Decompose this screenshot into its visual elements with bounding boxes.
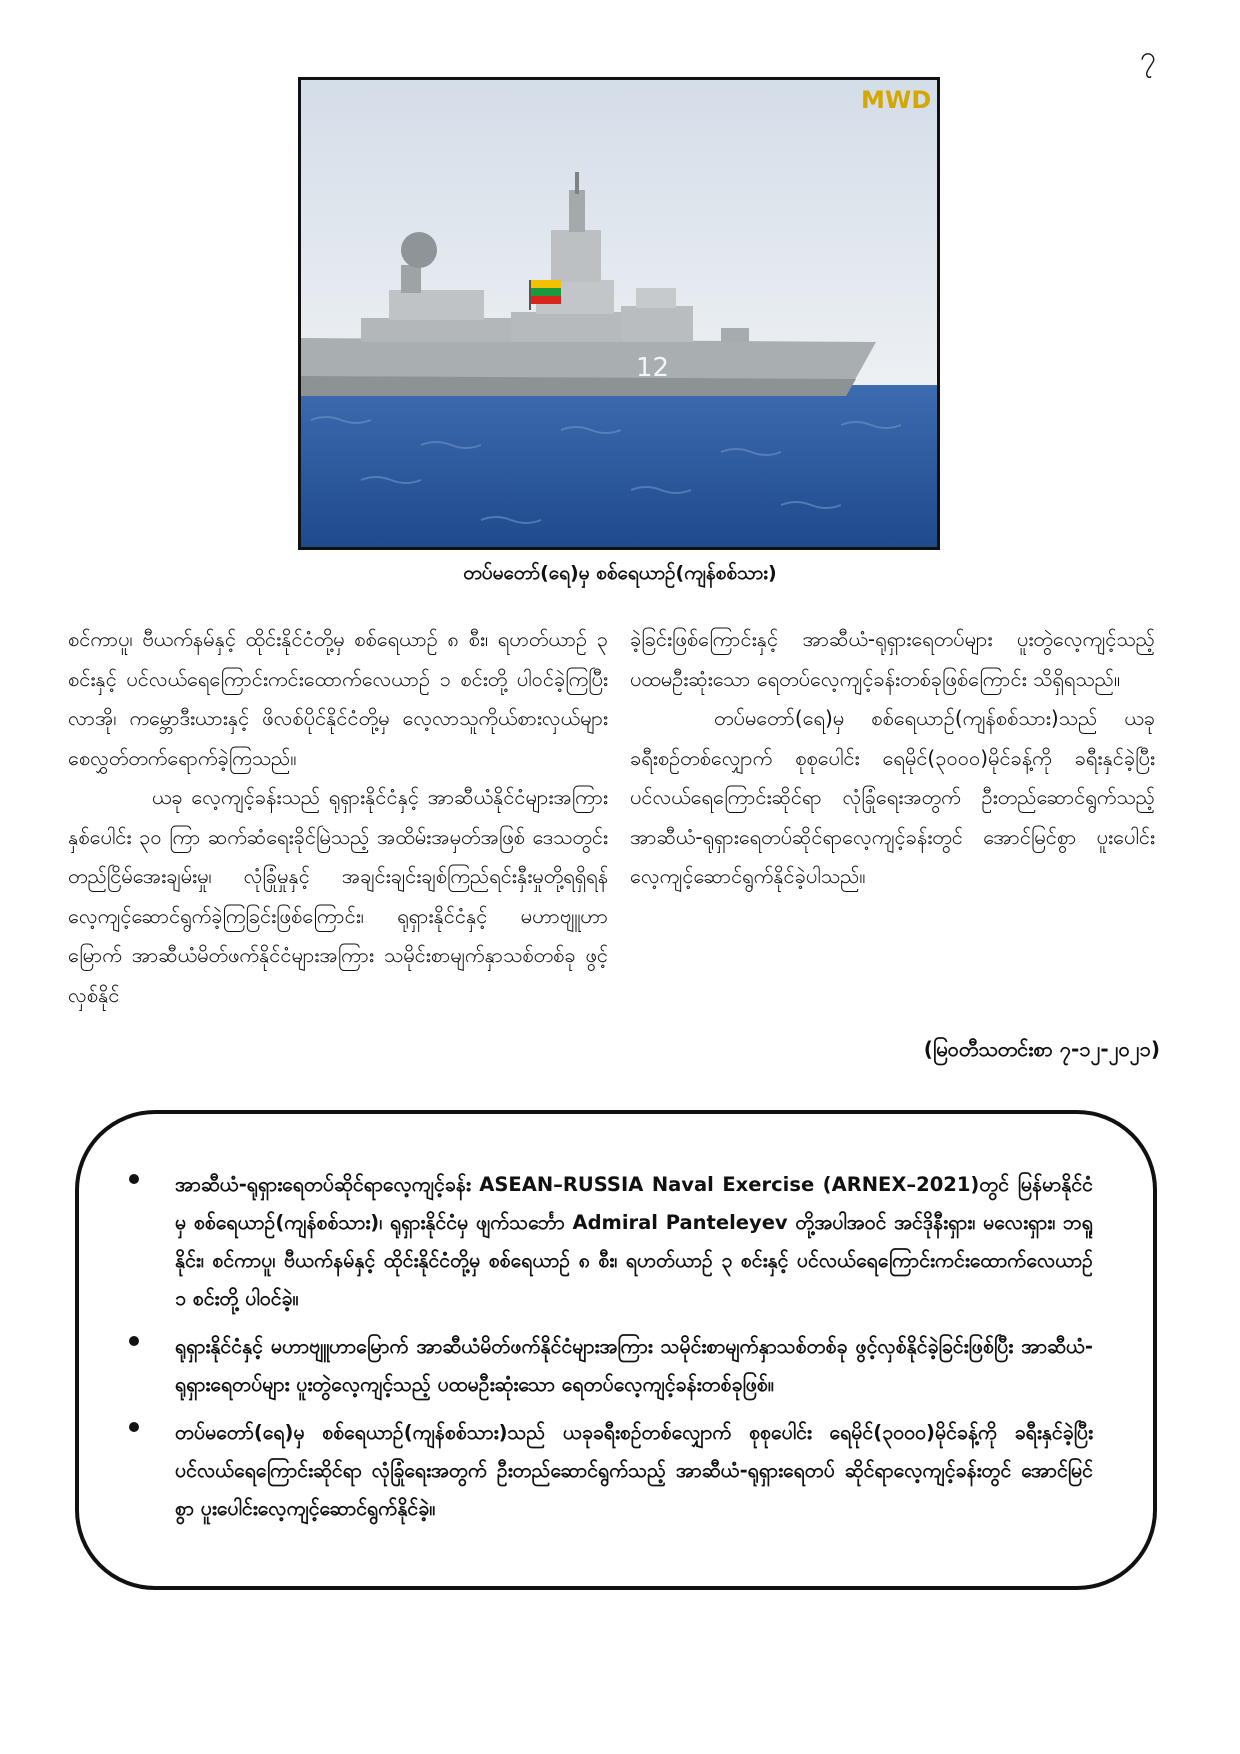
summary-list bbox=[129, 1166, 1093, 1528]
right-paragraph-2: တပ်မတော်(ရေ)မှ စစ်ရေယာဉ်(ကျန်စစ်သား)သည် ယခုခရီးစဉ်တစ်လျှောက် စုစုပေါင်း ရေမိုင်(၃၀၀၀)မိုင်ခန့်ကို ခရီးနှင်ခဲ့ပြီး ပင်လယ်ရေကြောင်းဆိုင်ရာ လုံခြုံရေးအတွက် ဦးတည်ဆောင်ရွက်သည့် အာဆီယံ-ရုရှားရေတပ်ဆိုင်ရာလေ့ကျင့်ခန်းတွင် အောင်မြင်စွာ ပူးပေါင်းလေ့ကျင့်ဆောင်ရွက်နိုင်ခဲ့ပါသည်။ bbox=[630, 706, 1155, 888]
left-column bbox=[68, 620, 608, 1015]
hull-number: 12 bbox=[636, 353, 670, 383]
page-number: ၇ bbox=[1140, 40, 1156, 73]
right-paragraph-1: ခဲ့ခြင်းဖြစ်ကြောင်းနှင့် အာဆီယံ-ရုရှားရေတပ်များ ပူးတွဲလေ့ကျင့်သည့် ပထမဦးဆုံးသော ရေတပ်လေ့ကျင့်ခန်းတစ်ခုဖြစ်ကြောင်း သိရှိရသည်။ bbox=[630, 627, 1155, 691]
left-paragraph-1: စင်ကာပူ၊ ဗီယက်နမ်နှင့် ထိုင်းနိုင်ငံတို့မှ စစ်ရေယာဉ် ၈ စီး၊ ရဟတ်ယာဉ် ၃ စင်းနှင့် ပင်လယ်ရေကြောင်းကင်းထောက်လေယာဉ် ၁ စင်းတို့ ပါဝင်ခဲ့ကြပြီး လာအို၊ ကမ္ဘောဒီးယားနှင့် ဖိလစ်ပိုင်နိုင်ငံတို့မှ လေ့လာသူကိုယ်စားလှယ်များ စေလွှတ်တက်ရောက်ခဲ့ကြသည်။ bbox=[68, 627, 608, 770]
summary-text: တပ်မတော်(ရေ)မှ စစ်ရေယာဉ်(ကျန်စစ်သား)သည် ယခုခရီးစဉ်တစ်လျှောက် စုစုပေါင်း ရေမိုင်(၃၀၀၀)မိုင်ခန့်ကို ခရီးနှင်ခဲ့ပြီး ပင်လယ်ရေကြောင်းဆိုင်ရာ လုံခြုံရေးအတွက် ဦးတည်ဆောင်ရွက်သည့် အာဆီယံ-ရုရှားရေတပ် ဆိုင်ရာလေ့ကျင့်ခန်းတွင် အောင်မြင်စွာ ပူးပေါင်းလေ့ကျင့်ဆောင်ရွက်နိုင်ခဲ့။ bbox=[175, 1421, 1093, 1520]
left-paragraph-2: ယခု လေ့ကျင့်ခန်းသည် ရုရှားနိုင်ငံနှင့် အာဆီယံနိုင်ငံများအကြား နှစ်ပေါင်း ၃၀ ကြာ ဆက်ဆံရေးခိုင်မြဲသည့် အထိမ်းအမှတ်အဖြစ် ဒေသတွင်းတည်ငြိမ်အေးချမ်းမှု၊ လုံခြုံမှုနှင့် အချင်းချင်းချစ်ကြည်ရင်းနှီးမှုတို့ရရှိရန် လေ့ကျင့်ဆောင်ရွက်ခဲ့ကြခြင်းဖြစ်ကြောင်း၊ ရုရှားနိုင်ငံနှင့် မဟာဗျူဟာမြောက် အာဆီယံမိတ်ဖက်နိုင်ငံများအကြား သမိုင်းစာမျက်နှာသစ်တစ်ခု ဖွင့်လှစ်နိုင် bbox=[68, 785, 608, 1007]
source-citation: (မြဝတီသတင်းစာ ၇-၁၂-၂၀၂၁) bbox=[923, 1037, 1160, 1061]
summary-item bbox=[129, 1414, 1093, 1528]
bullet-icon bbox=[129, 1174, 139, 1184]
summary-item bbox=[129, 1166, 1093, 1318]
photo-caption: တပ်မတော်(ရေ)မှ စစ်ရေယာဉ်(ကျန်စစ်သား) bbox=[463, 562, 777, 584]
bullet-icon bbox=[129, 1336, 139, 1346]
summary-item bbox=[129, 1328, 1093, 1404]
bullet-icon bbox=[129, 1422, 139, 1432]
mwd-watermark: MWD bbox=[861, 86, 932, 114]
summary-box bbox=[75, 1110, 1157, 1590]
summary-text: ရုရှားနိုင်ငံနှင့် မဟာဗျူဟာမြောက် အာဆီယံမိတ်ဖက်နိုင်ငံများအကြား သမိုင်းစာမျက်နှာသစ်တစ်ခု ဖွင့်လှစ်နိုင်ခဲ့ခြင်းဖြစ်ပြီး အာဆီယံ-ရုရှားရေတပ်များ ပူးတွဲလေ့ကျင့်သည့် ပထမဦးဆုံးသော ရေတပ်လေ့ကျင့်ခန်းတစ်ခုဖြစ်။ bbox=[175, 1335, 1093, 1396]
summary-text: အာဆီယံ-ရုရှားရေတပ်ဆိုင်ရာလေ့ကျင့်ခန်း ASEAN–RUSSIA Naval Exercise (ARNEX–2021)တွင် မြန်မာနိုင်ငံမှ စစ်ရေယာဉ်(ကျန်စစ်သား)၊ ရုရှားနိုင်ငံမှ ဖျက်သင်္ဘော Admiral Panteleyev တို့အပါအဝင် အင်ဒိုနီးရှား၊ မလေးရှား၊ ဘရူနိုင်း၊ စင်ကာပူ၊ ဗီယက်နမ်နှင့် ထိုင်းနိုင်ငံတို့မှ စစ်ရေယာဉ် ၈ စီး၊ ရဟတ်ယာဉ် ၃ စင်းနှင့် ပင်လယ်ရေကြောင်းကင်းထောက်လေယာဉ် ၁ စင်းတို့ ပါဝင်ခဲ့။ bbox=[175, 1173, 1093, 1310]
right-column bbox=[630, 620, 1155, 897]
warship-photo bbox=[298, 77, 940, 550]
warship-image bbox=[301, 80, 937, 547]
